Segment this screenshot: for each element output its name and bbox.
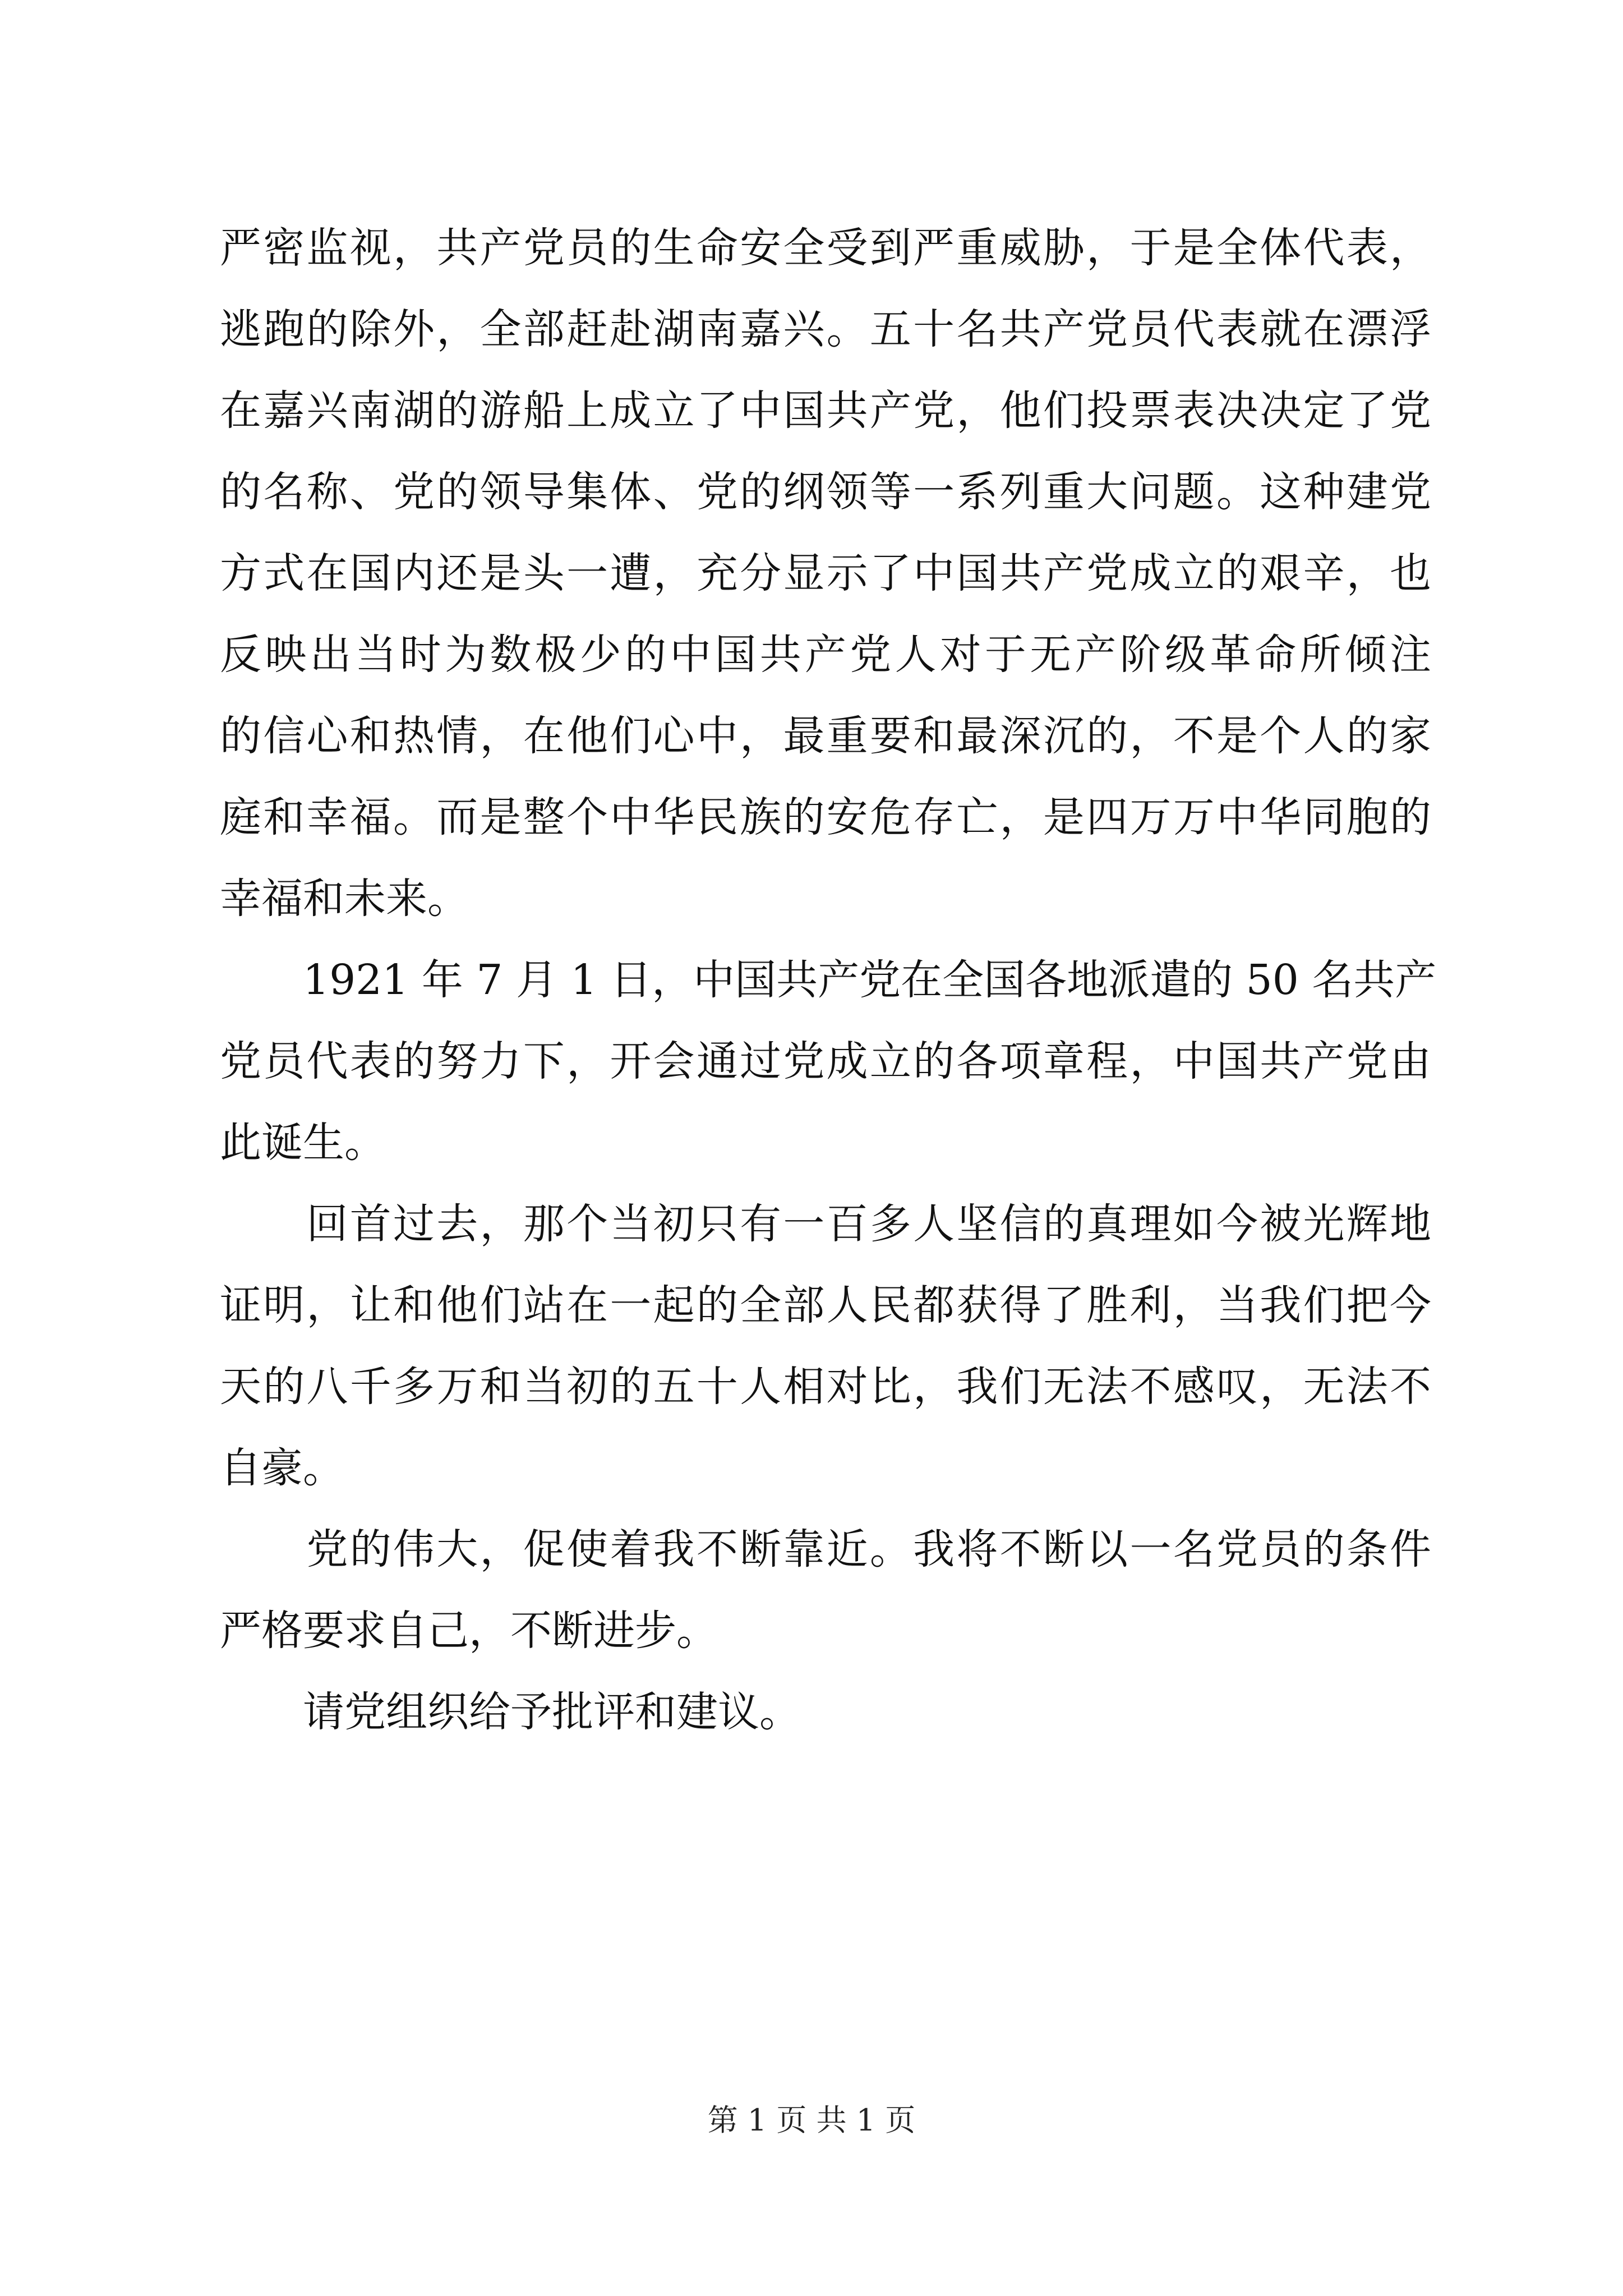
text-line: 证明，让和他们站在一起的全部人民都获得了胜利，当我们把今 (220, 1281, 1431, 1329)
text-line: 此诞生。 (220, 1119, 386, 1167)
text-line: 党员代表的努力下，开会通过党成立的各项章程，中国共产党由 (220, 1037, 1431, 1085)
text-line: 严格要求自己，不断进步。 (220, 1607, 718, 1655)
text-line: 幸福和未来。 (220, 875, 469, 923)
text-line: 方式在国内还是头一遭，充分显示了中国共产党成立的艰辛，也 (220, 549, 1431, 597)
paragraph-1 (220, 208, 1431, 940)
paragraph-2 (220, 940, 1437, 1184)
text-line: 反映出当时为数极少的中国共产党人对于无产阶级革命所倾注 (220, 631, 1431, 679)
text-line: 严密监视，共产党员的生命安全受到严重威胁，于是全体代表， (220, 224, 1431, 272)
text-line: 请党组织给予批评和建议。 (220, 1688, 801, 1736)
paragraph-5 (220, 1672, 1431, 1753)
page-footer (0, 2098, 1623, 2143)
text-line: 1921 年 7 月 1 日，中国共产党在全国各地派遣的 50 名共产 (220, 956, 1437, 1004)
paragraph-3 (220, 1184, 1431, 1509)
text-line: 的信心和热情，在他们心中，最重要和最深沉的，不是个人的家 (220, 712, 1431, 760)
text-line: 自豪。 (220, 1444, 344, 1492)
text-line: 庭和幸福。而是整个中华民族的安危存亡，是四万万中华同胞的 (220, 793, 1431, 841)
text-line: 的名称、党的领导集体、党的纲领等一系列重大问题。这种建党 (220, 468, 1431, 516)
paragraph-4 (220, 1509, 1431, 1672)
text-line: 逃跑的除外，全部赶赴湖南嘉兴。五十名共产党员代表就在漂浮 (220, 305, 1431, 353)
text-line: 回首过去，那个当初只有一百多人坚信的真理如今被光辉地 (220, 1200, 1431, 1248)
text-line: 在嘉兴南湖的游船上成立了中国共产党，他们投票表决决定了党 (220, 386, 1431, 435)
text-line: 党的伟大，促使着我不断靠近。我将不断以一名党员的条件 (220, 1525, 1431, 1573)
text-line: 天的八千多万和当初的五十人相对比，我们无法不感叹，无法不 (220, 1363, 1431, 1411)
document-body (220, 208, 1437, 1753)
page-number: 第 1 页 共 1 页 (707, 2102, 916, 2138)
